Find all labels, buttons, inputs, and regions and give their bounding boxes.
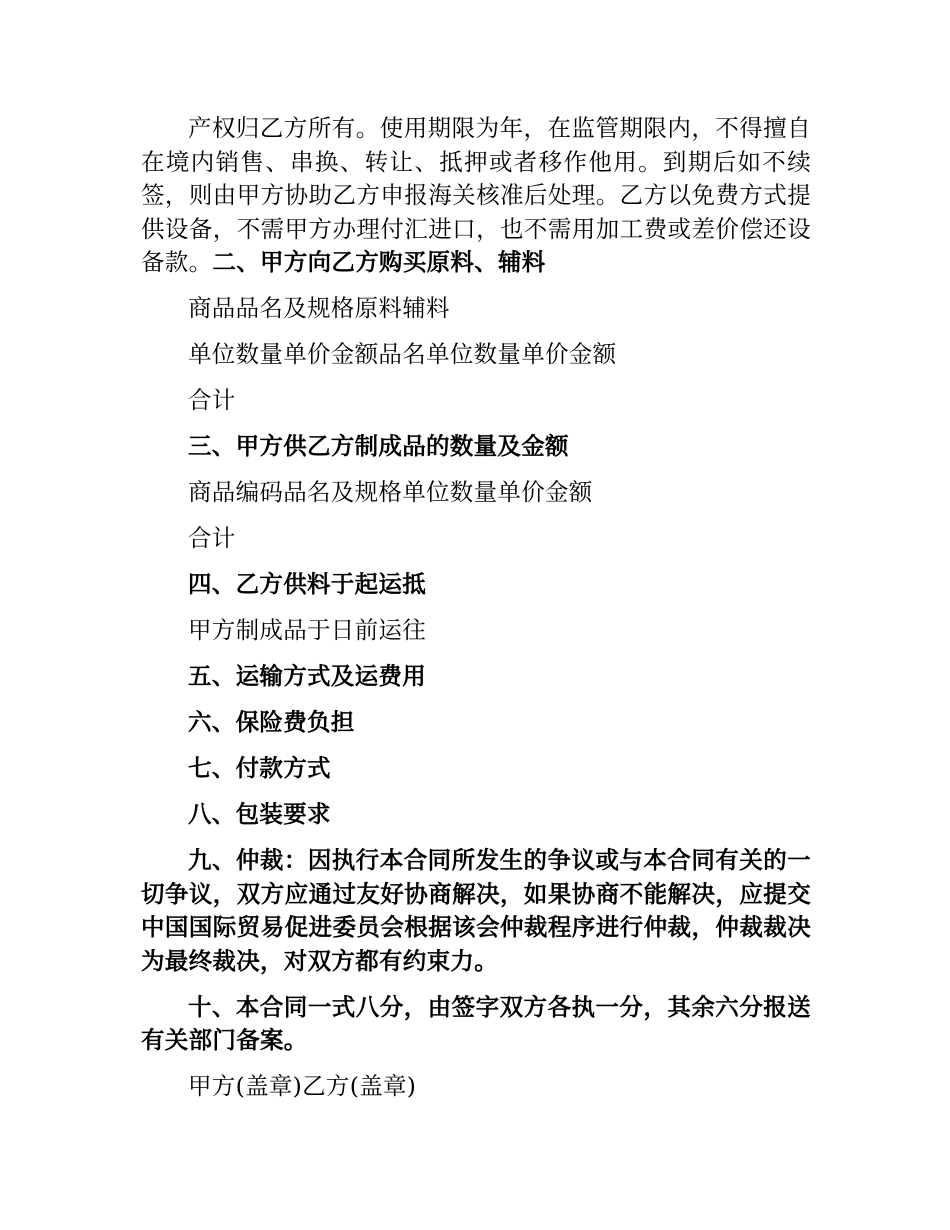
section-3-total: 合计 bbox=[188, 524, 236, 552]
intro-text: 产权归乙方所有。使用期限为年，在监管期限内，不得擅自在境内销售、串换、转让、抵押或者移作他用。到期后如不续签，则由甲方协助乙方申报海关核准后处理。乙方以免费方式提供设备，不需甲方办理付汇进口，也不需用加工费或差价偿还设备款。 bbox=[141, 114, 811, 276]
section-6-heading: 六、保险费负担 bbox=[188, 708, 355, 736]
section-7-heading: 七、付款方式 bbox=[188, 754, 331, 782]
section-8-heading: 八、包装要求 bbox=[188, 800, 331, 828]
section-2-heading: 二、甲方向乙方购买原料、辅料 bbox=[212, 248, 546, 276]
section-4-text: 甲方制成品于日前运往 bbox=[188, 616, 426, 644]
contract-page bbox=[141, 112, 811, 1104]
section-4-heading: 四、乙方供料于起运抵 bbox=[188, 570, 426, 598]
signature-line: 甲方(盖章)乙方(盖章) bbox=[188, 1072, 417, 1100]
section-3-heading: 三、甲方供乙方制成品的数量及金额 bbox=[188, 432, 569, 460]
section-2-row-1: 商品品名及规格原料辅料 bbox=[188, 294, 450, 322]
section-3-row-1: 商品编码品名及规格单位数量单价金额 bbox=[188, 478, 593, 506]
intro-paragraph bbox=[141, 112, 811, 280]
section-9-arbitration: 九、仲裁：因执行本合同所发生的争议或与本合同有关的一切争议，双方应通过友好协商解决，如果协商不能解决，应提交中国国际贸易促进委员会根据该会仲裁程序进行仲裁，仲裁裁决为最终裁决，对双方都有约束力。 bbox=[141, 846, 811, 975]
section-2-row-2: 单位数量单价金额品名单位数量单价金额 bbox=[188, 340, 617, 368]
section-2-total: 合计 bbox=[188, 386, 236, 414]
section-5-heading: 五、运输方式及运费用 bbox=[188, 662, 426, 690]
section-10-copies: 十、本合同一式八分，由签字双方各执一分，其余六分报送有关部门备案。 bbox=[141, 992, 811, 1054]
